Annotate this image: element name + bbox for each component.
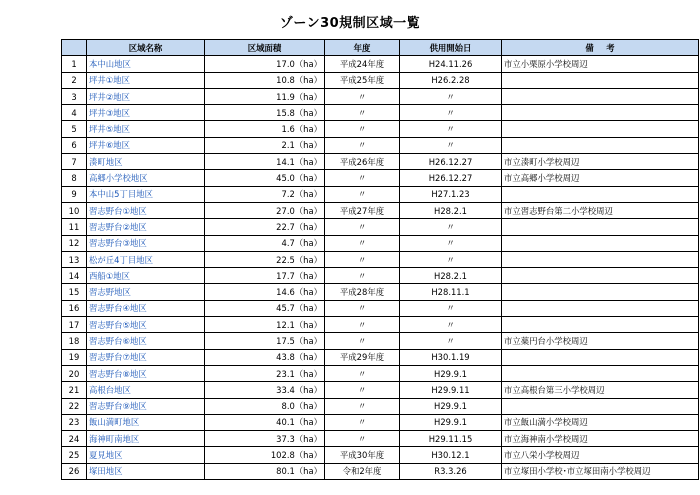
table-row [62, 300, 699, 316]
service-start-date: H26.2.28 [400, 72, 502, 88]
zone-area: 37.3（ha） [205, 431, 325, 447]
zone-name-link[interactable]: 飯山満町地区 [89, 417, 140, 428]
zone-area: 80.1（ha） [205, 463, 325, 479]
zone-name-cell[interactable] [87, 88, 205, 104]
zone-name-link[interactable]: 塚田地区 [89, 466, 123, 477]
zone-name-link[interactable]: 習志野台①地区 [89, 205, 147, 216]
remarks [502, 121, 699, 137]
row-number: 21 [62, 382, 87, 398]
row-number: 26 [62, 463, 87, 479]
zone-name-link[interactable]: 坪井③地区 [89, 107, 131, 118]
row-number: 17 [62, 317, 87, 333]
zone-name-cell[interactable] [87, 154, 205, 170]
table-row [62, 365, 699, 381]
table-row [62, 447, 699, 463]
row-number: 16 [62, 300, 87, 316]
row-number: 3 [62, 88, 87, 104]
row-number: 1 [62, 56, 87, 72]
zone-name-link[interactable]: 坪井⑥地区 [89, 140, 131, 151]
zone-name-cell[interactable] [87, 431, 205, 447]
zone-name-cell[interactable] [87, 186, 205, 202]
remarks: 市立小栗原小学校周辺 [502, 56, 699, 72]
zone-area: 2.1（ha） [205, 137, 325, 153]
zone-area: 33.4（ha） [205, 382, 325, 398]
remarks [502, 72, 699, 88]
zone-name-link[interactable]: 本中山5丁目地区 [89, 189, 153, 200]
service-start-date: 〃 [400, 105, 502, 121]
table-row [62, 414, 699, 430]
zone-area: 17.5（ha） [205, 333, 325, 349]
zone-area: 45.7（ha） [205, 300, 325, 316]
zone-name-link[interactable]: 高根台地区 [89, 384, 131, 395]
zone-name-cell[interactable] [87, 398, 205, 414]
service-start-date: H30.1.19 [400, 349, 502, 365]
header-year: 年度 [325, 40, 400, 56]
service-start-date: H29.9.1 [400, 414, 502, 430]
remarks [502, 365, 699, 381]
zone-area: 22.5（ha） [205, 251, 325, 267]
zone-area: 14.6（ha） [205, 284, 325, 300]
table-row [62, 235, 699, 251]
fiscal-year: 〃 [325, 268, 400, 284]
zone-name-link[interactable]: 松が丘4丁目地区 [89, 254, 153, 265]
row-number: 13 [62, 251, 87, 267]
row-number: 4 [62, 105, 87, 121]
row-number: 10 [62, 202, 87, 218]
row-number: 6 [62, 137, 87, 153]
fiscal-year: 〃 [325, 137, 400, 153]
zone-name-link[interactable]: 習志野台②地区 [89, 221, 147, 232]
remarks: 市立海神南小学校周辺 [502, 431, 699, 447]
zone-name-link[interactable]: 習志野台⑨地区 [89, 401, 147, 412]
fiscal-year: 〃 [325, 186, 400, 202]
zone-area: 1.6（ha） [205, 121, 325, 137]
table-row [62, 431, 699, 447]
zone-area: 12.1（ha） [205, 317, 325, 333]
zone-name-link[interactable]: 西船①地区 [89, 270, 131, 281]
zone-name-cell[interactable] [87, 414, 205, 430]
zone-area: 45.0（ha） [205, 170, 325, 186]
remarks [502, 105, 699, 121]
service-start-date: H29.9.11 [400, 382, 502, 398]
service-start-date: 〃 [400, 300, 502, 316]
zone-name-cell[interactable] [87, 349, 205, 365]
page-title: ゾーン30規制区域一覧 [279, 16, 421, 31]
header-area: 区域面積 [205, 40, 325, 56]
table-row [62, 121, 699, 137]
remarks [502, 137, 699, 153]
remarks [502, 251, 699, 267]
header-date: 供用開始日 [400, 40, 502, 56]
service-start-date: 〃 [400, 137, 502, 153]
zone-name-cell[interactable] [87, 463, 205, 479]
table-row [62, 349, 699, 365]
row-number: 2 [62, 72, 87, 88]
zone-name-link[interactable]: 夏見地区 [89, 450, 123, 461]
fiscal-year: 〃 [325, 333, 400, 349]
fiscal-year: 〃 [325, 121, 400, 137]
row-number: 15 [62, 284, 87, 300]
zone-name-cell[interactable] [87, 382, 205, 398]
fiscal-year: 〃 [325, 300, 400, 316]
fiscal-year: 〃 [325, 398, 400, 414]
row-number: 19 [62, 349, 87, 365]
zone-area: 15.8（ha） [205, 105, 325, 121]
remarks: 市立八栄小学校周辺 [502, 447, 699, 463]
remarks [502, 349, 699, 365]
fiscal-year: 平成25年度 [325, 72, 400, 88]
zone30-table [61, 39, 699, 480]
zone-name-cell[interactable] [87, 202, 205, 218]
service-start-date: H27.1.23 [400, 186, 502, 202]
zone-name-cell[interactable] [87, 170, 205, 186]
table-row [62, 333, 699, 349]
zone-name-link[interactable]: 習志野地区 [89, 287, 131, 298]
table-row [62, 88, 699, 104]
row-number: 8 [62, 170, 87, 186]
service-start-date: H28.2.1 [400, 268, 502, 284]
remarks [502, 235, 699, 251]
remarks [502, 300, 699, 316]
fiscal-year: 〃 [325, 317, 400, 333]
service-start-date: R3.3.26 [400, 463, 502, 479]
zone-name-cell[interactable] [87, 365, 205, 381]
zone-name-cell[interactable] [87, 447, 205, 463]
zone-name-link[interactable]: 習志野台⑧地区 [89, 368, 147, 379]
table-row [62, 398, 699, 414]
remarks [502, 284, 699, 300]
fiscal-year: 平成28年度 [325, 284, 400, 300]
zone-area: 23.1（ha） [205, 365, 325, 381]
row-number: 24 [62, 431, 87, 447]
table-row [62, 284, 699, 300]
service-start-date: H29.9.1 [400, 398, 502, 414]
service-start-date: 〃 [400, 121, 502, 137]
remarks [502, 268, 699, 284]
zone-area: 14.1（ha） [205, 154, 325, 170]
service-start-date: H24.11.26 [400, 56, 502, 72]
row-number: 20 [62, 365, 87, 381]
service-start-date: 〃 [400, 235, 502, 251]
table-row [62, 382, 699, 398]
fiscal-year: 〃 [325, 219, 400, 235]
remarks: 市立塚田小学校･市立塚田南小学校周辺 [502, 463, 699, 479]
remarks: 市立薬円台小学校周辺 [502, 333, 699, 349]
zone-name-cell[interactable] [87, 317, 205, 333]
zone-name-link[interactable]: 習志野台④地区 [89, 303, 147, 314]
zone-area: 102.8（ha） [205, 447, 325, 463]
zone-name-cell[interactable] [87, 56, 205, 72]
service-start-date: 〃 [400, 88, 502, 104]
zone-area: 4.7（ha） [205, 235, 325, 251]
zone-name-cell[interactable] [87, 300, 205, 316]
zone-area: 27.0（ha） [205, 202, 325, 218]
service-start-date: H28.11.1 [400, 284, 502, 300]
zone-name-link[interactable]: 高郷小学校地区 [89, 173, 148, 184]
zone-name-cell[interactable] [87, 219, 205, 235]
row-number: 7 [62, 154, 87, 170]
remarks [502, 88, 699, 104]
zone-area: 17.7（ha） [205, 268, 325, 284]
table-row [62, 268, 699, 284]
zone-name-cell[interactable] [87, 333, 205, 349]
zone-name-link[interactable]: 本中山地区 [89, 58, 131, 69]
zone-name-cell[interactable] [87, 235, 205, 251]
fiscal-year: 平成30年度 [325, 447, 400, 463]
service-start-date: 〃 [400, 219, 502, 235]
table-header-row [62, 40, 699, 56]
fiscal-year: 令和2年度 [325, 463, 400, 479]
zone-area: 11.9（ha） [205, 88, 325, 104]
fiscal-year: 平成26年度 [325, 154, 400, 170]
zone-name-cell[interactable] [87, 284, 205, 300]
zone-name-cell[interactable] [87, 268, 205, 284]
zone-name-cell[interactable] [87, 72, 205, 88]
service-start-date: 〃 [400, 317, 502, 333]
header-name: 区域名称 [87, 40, 205, 56]
remarks: 市立湊町小学校周辺 [502, 154, 699, 170]
row-number: 22 [62, 398, 87, 414]
service-start-date: 〃 [400, 251, 502, 267]
remarks: 市立高根台第三小学校周辺 [502, 382, 699, 398]
row-number: 18 [62, 333, 87, 349]
zone-name-link[interactable]: 習志野台⑥地区 [89, 335, 147, 346]
fiscal-year: 〃 [325, 235, 400, 251]
row-number: 12 [62, 235, 87, 251]
row-number: 14 [62, 268, 87, 284]
fiscal-year: 〃 [325, 431, 400, 447]
fiscal-year: 平成29年度 [325, 349, 400, 365]
zone-area: 10.8（ha） [205, 72, 325, 88]
table-row [62, 186, 699, 202]
remarks: 市立習志野台第二小学校周辺 [502, 202, 699, 218]
table-row [62, 251, 699, 267]
table-row [62, 137, 699, 153]
fiscal-year: 〃 [325, 170, 400, 186]
zone-area: 17.0（ha） [205, 56, 325, 72]
table-row [62, 463, 699, 479]
fiscal-year: 〃 [325, 105, 400, 121]
fiscal-year: 〃 [325, 251, 400, 267]
remarks [502, 219, 699, 235]
service-start-date: 〃 [400, 333, 502, 349]
row-number: 9 [62, 186, 87, 202]
zone-area: 22.7（ha） [205, 219, 325, 235]
remarks [502, 398, 699, 414]
fiscal-year: 〃 [325, 414, 400, 430]
zone-name-link[interactable]: 習志野台③地区 [89, 238, 147, 249]
service-start-date: H29.11.15 [400, 431, 502, 447]
zone-name-link[interactable]: 習志野台⑦地区 [89, 352, 147, 363]
row-number: 25 [62, 447, 87, 463]
table-row [62, 154, 699, 170]
table-row [62, 72, 699, 88]
row-number: 11 [62, 219, 87, 235]
fiscal-year: 平成27年度 [325, 202, 400, 218]
table-row [62, 56, 699, 72]
service-start-date: H30.12.1 [400, 447, 502, 463]
service-start-date: H26.12.27 [400, 170, 502, 186]
zone-name-cell[interactable] [87, 121, 205, 137]
zone-name-link[interactable]: 坪井①地区 [89, 75, 131, 86]
zone-name-cell[interactable] [87, 251, 205, 267]
zone-area: 8.0（ha） [205, 398, 325, 414]
table-row [62, 170, 699, 186]
fiscal-year: 平成24年度 [325, 56, 400, 72]
zone-name-link[interactable]: 坪井⑤地区 [89, 124, 131, 135]
fiscal-year: 〃 [325, 365, 400, 381]
zone-area: 7.2（ha） [205, 186, 325, 202]
zone-name-cell[interactable] [87, 137, 205, 153]
row-number: 5 [62, 121, 87, 137]
remarks: 市立飯山満小学校周辺 [502, 414, 699, 430]
table-row [62, 105, 699, 121]
zone-area: 40.1（ha） [205, 414, 325, 430]
zone-name-cell[interactable] [87, 105, 205, 121]
zone-name-link[interactable]: 湊町地区 [89, 156, 123, 167]
fiscal-year: 〃 [325, 382, 400, 398]
service-start-date: H28.2.1 [400, 202, 502, 218]
zone-name-link[interactable]: 坪井②地区 [89, 91, 131, 102]
service-start-date: H26.12.27 [400, 154, 502, 170]
zone-name-link[interactable]: 海神町南地区 [89, 433, 140, 444]
table-row [62, 219, 699, 235]
zone-name-link[interactable]: 習志野台⑤地区 [89, 319, 147, 330]
header-note: 備考 [502, 40, 699, 56]
remarks: 市立高郷小学校周辺 [502, 170, 699, 186]
service-start-date: H29.9.1 [400, 365, 502, 381]
row-number: 23 [62, 414, 87, 430]
header-no [62, 40, 87, 56]
zone-area: 43.8（ha） [205, 349, 325, 365]
table-row [62, 317, 699, 333]
table-row [62, 202, 699, 218]
fiscal-year: 〃 [325, 88, 400, 104]
remarks [502, 186, 699, 202]
remarks [502, 317, 699, 333]
